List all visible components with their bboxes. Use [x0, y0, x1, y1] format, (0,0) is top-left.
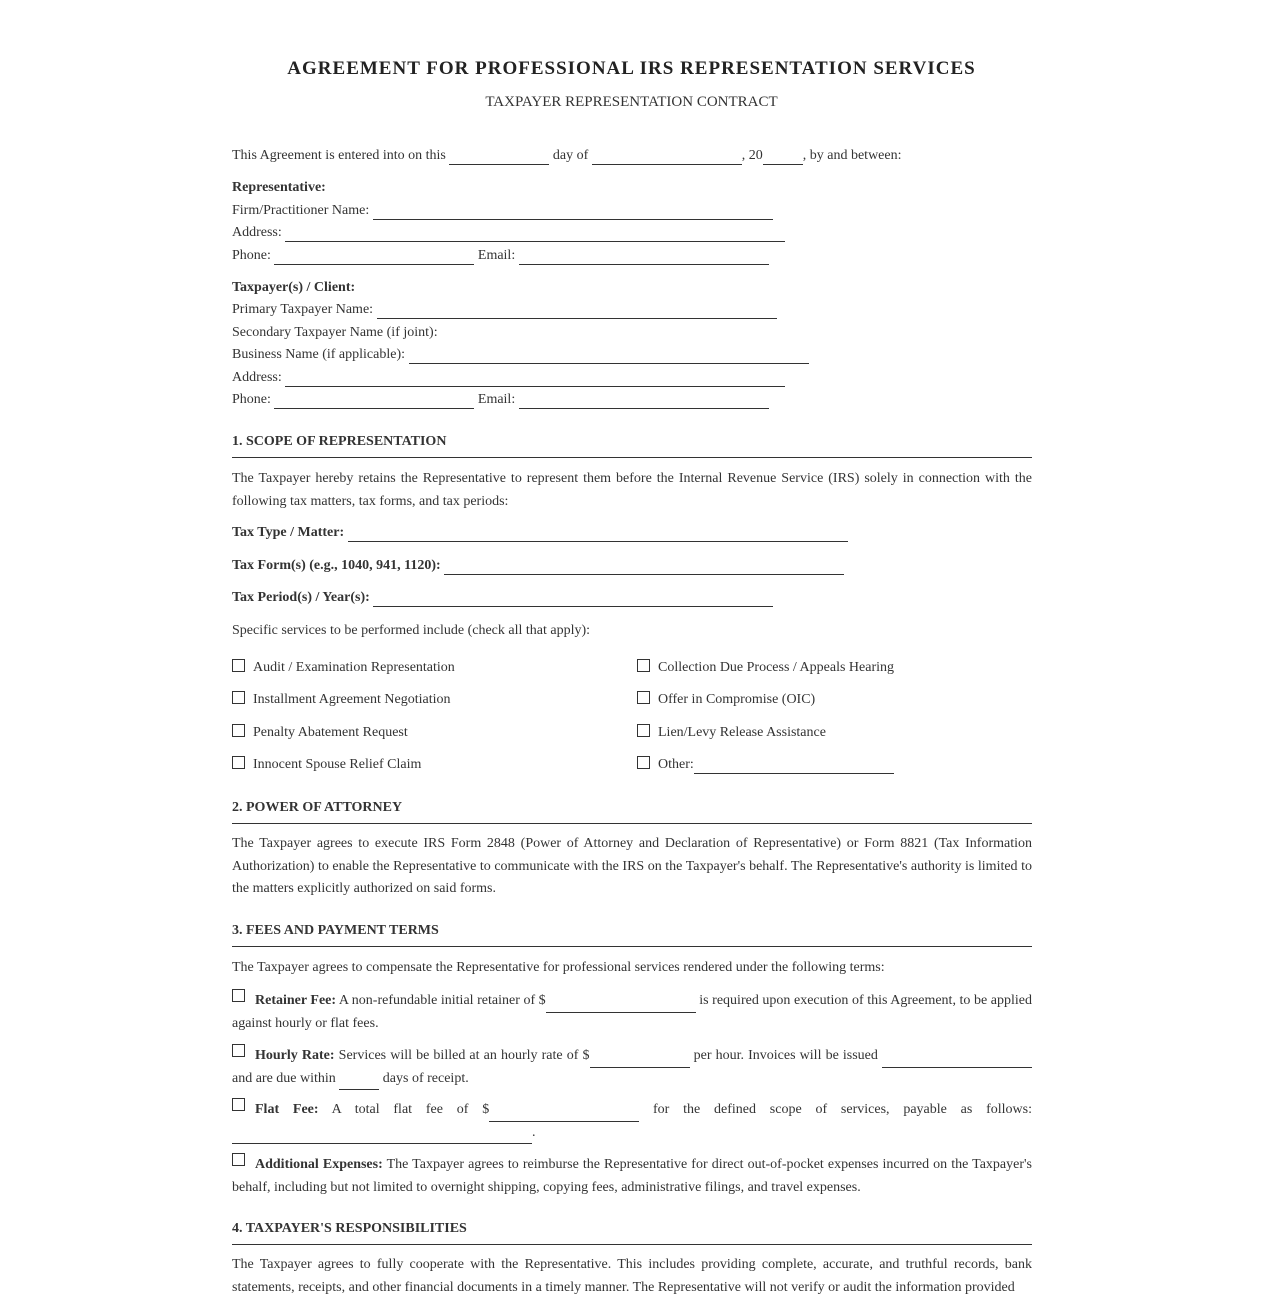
invoice-frequency-field[interactable] — [882, 1051, 1032, 1068]
retainer-fee-item — [232, 989, 1032, 1035]
tax-period-label: Tax Period(s) / Year(s): — [232, 590, 370, 605]
service-option-oic[interactable] — [637, 691, 815, 709]
hourly-text: days of receipt. — [382, 1070, 469, 1086]
service-label: Installment Agreement Negotiation — [253, 692, 451, 707]
taxpayer-contact-row — [232, 391, 769, 409]
intro-line — [232, 147, 902, 165]
section-4-heading: 4. TAXPAYER'S RESPONSIBILITIES — [232, 1220, 1032, 1245]
expenses-checkbox[interactable] — [232, 1153, 245, 1166]
other-service-field[interactable] — [694, 757, 894, 774]
secondary-taxpayer-label: Secondary Taxpayer Name (if joint): — [232, 325, 438, 340]
hourly-checkbox[interactable] — [232, 1044, 245, 1057]
retainer-checkbox[interactable] — [232, 989, 245, 1002]
hourly-rate-item — [232, 1044, 1032, 1090]
intro-text: , 20 — [741, 148, 763, 163]
rep-address-label: Address: — [232, 225, 282, 240]
tax-type-field[interactable] — [348, 525, 848, 542]
rep-address-row — [232, 224, 785, 242]
rep-address-field[interactable] — [285, 225, 785, 242]
checkbox[interactable] — [232, 659, 245, 672]
tax-period-field[interactable] — [373, 590, 773, 607]
primary-taxpayer-field[interactable] — [377, 302, 777, 319]
primary-taxpayer-row — [232, 301, 777, 319]
service-label: Other: — [658, 757, 694, 772]
representative-heading: Representative: — [232, 180, 326, 195]
rep-contact-row — [232, 247, 769, 265]
service-label: Penalty Abatement Request — [253, 725, 408, 740]
business-name-row — [232, 346, 809, 364]
intro-text: , by and between: — [802, 148, 902, 163]
checkbox[interactable] — [232, 691, 245, 704]
taxpayer-address-field[interactable] — [285, 370, 785, 387]
intro-text: day of — [552, 148, 589, 163]
flat-fee-label: Flat Fee: — [255, 1102, 319, 1117]
retainer-label: Retainer Fee: — [255, 993, 337, 1008]
business-name-field[interactable] — [409, 347, 809, 364]
rep-email-field[interactable] — [519, 248, 769, 265]
service-option-lien-levy[interactable] — [637, 724, 826, 742]
checkbox[interactable] — [637, 724, 650, 737]
section-3-intro: The Taxpayer agrees to compensate the Representative for professional services rendered under the following terms: — [232, 960, 885, 975]
intro-text: This Agreement is entered into on this — [232, 148, 446, 163]
service-option-audit[interactable] — [232, 659, 455, 677]
hourly-label: Hourly Rate: — [255, 1048, 335, 1063]
hourly-text: per hour. Invoices will be issued — [693, 1048, 878, 1063]
taxpayer-address-row — [232, 369, 785, 387]
expenses-label: Additional Expenses: — [255, 1157, 383, 1172]
taxpayer-address-label: Address: — [232, 370, 282, 385]
tax-form-field[interactable] — [444, 558, 844, 575]
taxpayer-heading: Taxpayer(s) / Client: — [232, 280, 356, 295]
year-field[interactable] — [763, 148, 803, 165]
checkbox[interactable] — [637, 691, 650, 704]
rep-phone-label: Phone: — [232, 248, 271, 263]
checkbox[interactable] — [232, 724, 245, 737]
tax-form-label: Tax Form(s) (e.g., 1040, 941, 1120): — [232, 558, 441, 573]
checkbox[interactable] — [232, 756, 245, 769]
hourly-text: Services will be billed at an hourly rate of $ — [338, 1048, 590, 1063]
tax-type-label: Tax Type / Matter: — [232, 525, 345, 540]
flat-fee-text: A total flat fee of $ — [331, 1102, 490, 1117]
retainer-text: A non-refundable initial retainer of $ — [338, 993, 546, 1008]
flat-fee-end: . — [532, 1124, 536, 1140]
service-label: Collection Due Process / Appeals Hearing — [658, 660, 895, 675]
day-field[interactable] — [449, 148, 549, 165]
section-1-text: The Taxpayer hereby retains the Representative to represent them before the Internal Revenue Service (IRS) solely in connection with the following tax matters, tax forms, and tax periods: — [232, 471, 1032, 509]
tax-period-row — [232, 589, 773, 607]
firm-name-field[interactable] — [373, 203, 773, 220]
primary-taxpayer-label: Primary Taxpayer Name: — [232, 302, 374, 317]
section-3-heading: 3. FEES AND PAYMENT TERMS — [232, 922, 1032, 947]
taxpayer-email-field[interactable] — [519, 392, 769, 409]
payment-schedule-field[interactable] — [232, 1127, 532, 1144]
section-2-heading: 2. POWER OF ATTORNEY — [232, 799, 1032, 824]
document-subtitle: TAXPAYER REPRESENTATION CONTRACT — [485, 94, 778, 110]
service-label: Audit / Examination Representation — [253, 660, 455, 675]
tax-type-row — [232, 524, 848, 542]
document-title: AGREEMENT FOR PROFESSIONAL IRS REPRESENTATION SERVICES — [287, 58, 976, 79]
rep-email-label: Email: — [477, 248, 516, 263]
service-label: Lien/Levy Release Assistance — [658, 725, 826, 740]
service-label: Offer in Compromise (OIC) — [658, 692, 816, 707]
flat-fee-text: for the defined scope of services, payable as follows: — [653, 1102, 1032, 1117]
service-option-cdp[interactable] — [637, 659, 894, 677]
retainer-amount-field[interactable] — [546, 996, 696, 1013]
due-days-field[interactable] — [339, 1073, 379, 1090]
tax-form-row — [232, 557, 844, 575]
checkbox[interactable] — [637, 659, 650, 672]
flat-fee-checkbox[interactable] — [232, 1098, 245, 1111]
secondary-taxpayer-row — [232, 324, 438, 342]
section-2-text: The Taxpayer agrees to execute IRS Form 2848 (Power of Attorney and Declaration of Representative) or Form 8821 (Tax Information Authorization) to enable the Representative to communicate with the IRS on the Taxpayer's behalf. The Representative's authority is limited to the matters explicitly authorized on said forms. — [232, 836, 1032, 896]
section-4-text: The Taxpayer agrees to fully cooperate with the Representative. This includes providing complete, accurate, and truthful records, bank statements, receipts, and other financial documents in a timely manner. The Representative will not verify or audit the information provided — [232, 1257, 1032, 1295]
service-label: Innocent Spouse Relief Claim — [253, 757, 422, 772]
flat-fee-item — [232, 1098, 1032, 1144]
service-option-installment[interactable] — [232, 691, 451, 709]
rep-phone-field[interactable] — [274, 248, 474, 265]
hourly-text: and are due within — [232, 1070, 336, 1086]
expenses-text: The Taxpayer agrees to reimburse the Representative for direct out-of-pocket expenses incurred on the Taxpayer's behalf, including but not limited to overnight shipping, copying fees, administrative filings, and travel expenses. — [232, 1157, 1032, 1195]
firm-name-row — [232, 202, 773, 220]
hourly-rate-field[interactable] — [590, 1051, 690, 1068]
checkbox[interactable] — [637, 756, 650, 769]
retainer-text: is required upon execution of this Agreement, to be applied against hourly or flat fees. — [232, 993, 1032, 1031]
service-option-penalty[interactable] — [232, 724, 408, 742]
firm-name-label: Firm/Practitioner Name: — [232, 203, 370, 218]
business-name-label: Business Name (if applicable): — [232, 347, 406, 362]
section-1-heading: 1. SCOPE OF REPRESENTATION — [232, 433, 1032, 458]
services-intro: Specific services to be performed include (check all that apply): — [232, 623, 591, 638]
additional-expenses-item — [232, 1153, 1032, 1199]
service-option-other[interactable] — [637, 756, 894, 774]
month-field[interactable] — [592, 148, 742, 165]
taxpayer-phone-field[interactable] — [274, 392, 474, 409]
flat-fee-amount-field[interactable] — [489, 1105, 639, 1122]
service-option-innocent-spouse[interactable] — [232, 756, 421, 774]
taxpayer-phone-label: Phone: — [232, 392, 271, 407]
taxpayer-email-label: Email: — [477, 392, 516, 407]
